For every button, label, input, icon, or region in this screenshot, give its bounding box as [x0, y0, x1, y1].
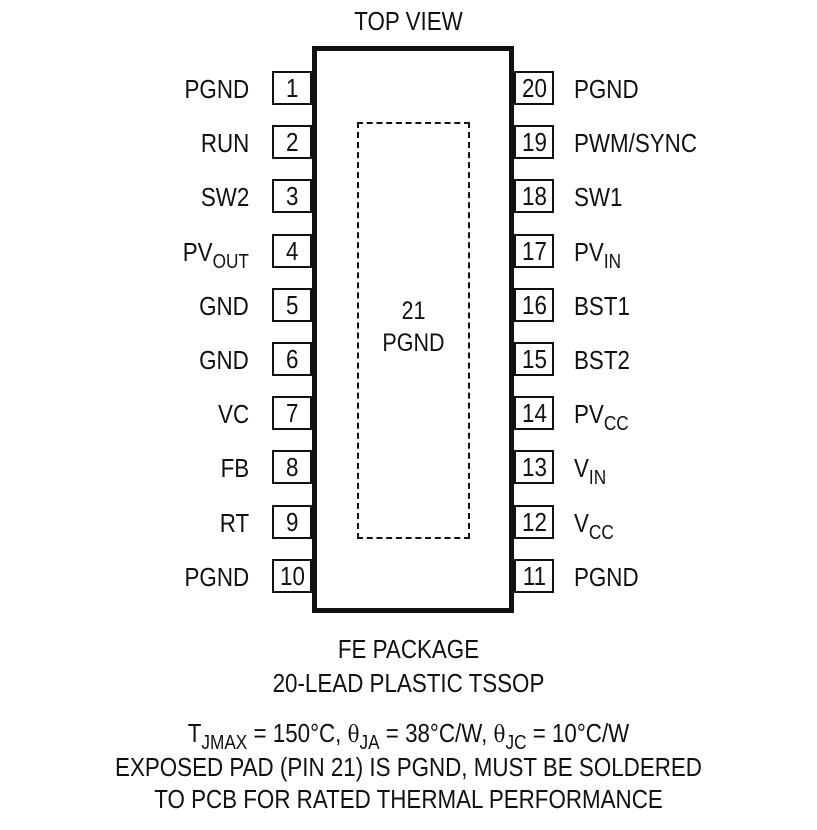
theta-ja-value: = 38°C/W, [379, 718, 494, 748]
pin-4-subscript: OUT [212, 251, 249, 273]
tj-value: = 150°C, [247, 718, 348, 748]
pin-7-number: 7 [285, 398, 299, 428]
thermal-specs [57, 717, 760, 754]
pin-3-number: 3 [285, 181, 299, 211]
pin-4-number: 4 [285, 236, 299, 266]
pin-17-name: PV [574, 237, 604, 267]
pin-15-label [574, 343, 630, 377]
pin-3-name: SW2 [200, 182, 249, 212]
pin-15-box [514, 342, 554, 376]
pin-4-label [182, 235, 249, 273]
pin-7-box [272, 396, 312, 430]
pin-5-box [272, 288, 312, 322]
pin-17-subscript: IN [603, 251, 622, 273]
pin-10-name: PGND [184, 562, 249, 592]
exposed-pad-name: PGND [382, 329, 445, 357]
pin-12-name: V [574, 508, 589, 538]
pin-20-label [574, 72, 639, 106]
pin-13-box [514, 450, 554, 484]
pin-14-box [514, 396, 554, 430]
pin-14-subscript: CC [603, 413, 629, 435]
tj-subscript: JMAX [201, 732, 248, 754]
pin-18-box [514, 179, 554, 213]
theta-jc-value: = 10°C/W [526, 718, 630, 748]
pin-19-label [574, 126, 697, 160]
view-title: TOP VIEW [354, 6, 463, 36]
pin-15-name: BST2 [574, 345, 630, 375]
pin-4-name: PV [182, 237, 213, 267]
pin-14-name: PV [574, 399, 604, 429]
pin-13-number: 13 [521, 452, 547, 482]
pin-5-label [199, 289, 249, 323]
theta-ja-symbol: θ [347, 722, 360, 748]
pin-8-number: 8 [285, 452, 299, 482]
pin-7-label [218, 397, 249, 431]
pin-16-box [514, 288, 554, 322]
pin-12-subscript: CC [588, 522, 614, 544]
theta-jc-symbol: θ [493, 722, 506, 748]
pin-6-box [272, 342, 312, 376]
tj-symbol: T [187, 718, 202, 748]
pin-19-name: PWM/SYNC [574, 128, 697, 158]
exposed-pad-note-line2: TO PCB FOR RATED THERMAL PERFORMANCE [154, 784, 663, 814]
pin-9-box [272, 505, 312, 539]
pin-8-name: FB [220, 453, 249, 483]
pin-3-box [272, 179, 312, 213]
pin-7-name: VC [217, 399, 249, 429]
pin-8-label [220, 451, 249, 485]
pin-13-subscript: IN [588, 467, 607, 489]
pin-3-label [201, 180, 249, 214]
pin-17-label [574, 235, 622, 273]
pin-2-name: RUN [200, 128, 249, 158]
pin-18-name: SW1 [574, 182, 623, 212]
pin-1-box [272, 71, 312, 105]
pin-11-label [574, 560, 639, 594]
pin-10-label [184, 560, 249, 594]
pin-6-number: 6 [285, 344, 299, 374]
pin-15-number: 15 [521, 344, 547, 374]
pin-20-number: 20 [521, 73, 547, 103]
package-description: 20-LEAD PLASTIC TSSOP [272, 668, 545, 698]
pin-2-label [201, 126, 249, 160]
pin-16-number: 16 [521, 290, 547, 320]
pin-10-number: 10 [279, 561, 305, 591]
pin-5-number: 5 [285, 290, 299, 320]
theta-ja-subscript: JA [359, 732, 380, 754]
pin-1-number: 1 [285, 73, 299, 103]
pin-14-label [574, 397, 629, 435]
pin-11-name: PGND [574, 562, 639, 592]
pin-4-box [272, 234, 312, 268]
pin-20-name: PGND [574, 74, 639, 104]
pin-18-number: 18 [521, 181, 547, 211]
pin-16-label [574, 289, 630, 323]
pin-17-number: 17 [521, 236, 547, 266]
pin-5-name: GND [199, 291, 249, 321]
pin-1-label [184, 72, 249, 106]
pin-12-box [514, 505, 554, 539]
pin-11-number: 11 [522, 561, 546, 591]
package-name: FE PACKAGE [337, 634, 480, 664]
pin-12-number: 12 [521, 507, 547, 537]
pin-19-box [514, 125, 554, 159]
exposed-pad-note-line1: EXPOSED PAD (PIN 21) IS PGND, MUST BE SOLDERED [115, 752, 702, 782]
pin-19-number: 19 [521, 127, 547, 157]
pin-6-name: GND [199, 345, 249, 375]
pin-13-name: V [574, 453, 589, 483]
theta-jc-subscript: JC [505, 732, 527, 754]
pin-6-label [199, 343, 249, 377]
pin-1-name: PGND [184, 74, 249, 104]
pin-12-label [574, 506, 614, 544]
pin-11-box [514, 559, 554, 593]
exposed-pad-number: 21 [401, 297, 426, 325]
pin-9-label [220, 506, 249, 540]
pin-16-name: BST1 [574, 291, 630, 321]
pin-10-box [272, 559, 312, 593]
pin-18-label [574, 180, 622, 214]
pin-8-box [272, 450, 312, 484]
pin-14-number: 14 [521, 398, 547, 428]
pin-17-box [514, 234, 554, 268]
pin-20-box [514, 71, 554, 105]
pin-9-number: 9 [285, 507, 299, 537]
pin-9-name: RT [219, 508, 249, 538]
pin-2-number: 2 [285, 127, 299, 157]
pin-2-box [272, 125, 312, 159]
pin-13-label [574, 451, 607, 489]
